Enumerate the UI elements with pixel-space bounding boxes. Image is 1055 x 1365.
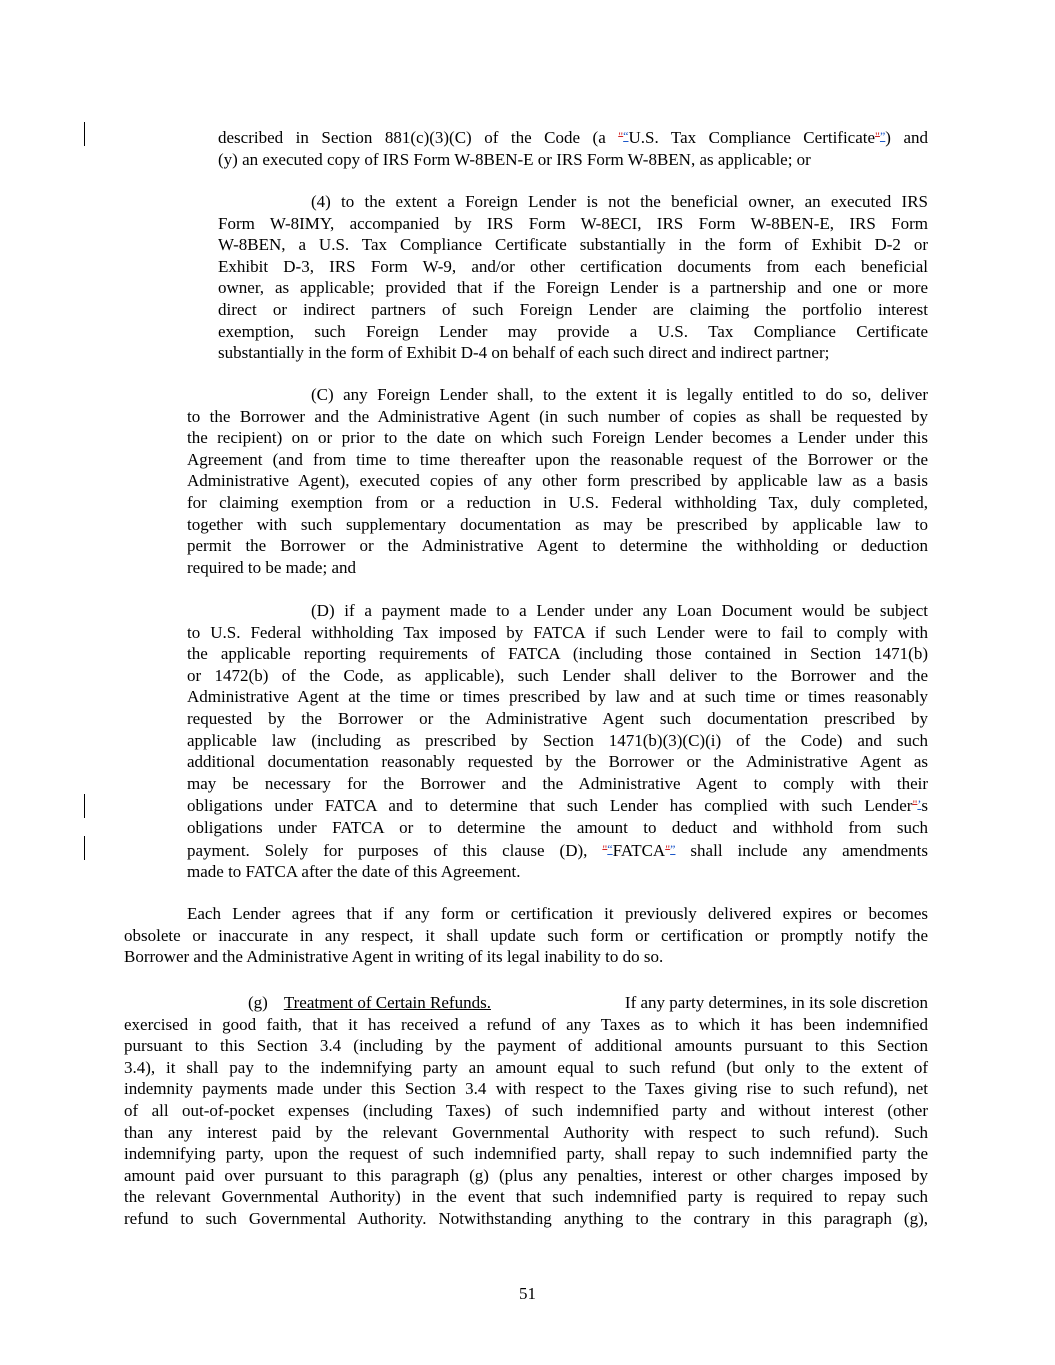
text-line: Agreement (and from time to time thereafter upon the reasonable request of the Borrower or the xyxy=(187,449,928,469)
change-bar xyxy=(84,794,85,818)
change-bar xyxy=(84,122,85,146)
text-line: indemnity payments made under this Section 3.4 with respect to the Taxes giving rise to such refund), net xyxy=(124,1079,928,1099)
text-line: direct or indirect partners of such Foreign Lender are claiming the portfolio interest xyxy=(218,299,928,319)
paragraph-g-refunds xyxy=(124,992,928,1230)
page-number: 51 xyxy=(519,1284,536,1303)
paragraph-4-beneficial-owner xyxy=(218,191,928,364)
text-line: obligations under FATCA or to determine the amount to deduct and withhold from such xyxy=(187,817,928,837)
text-line: the recipient) on or prior to the date on which such Foreign Lender becomes a Lender under this xyxy=(187,428,928,448)
clause-label: (g) xyxy=(248,993,268,1012)
text-line: than any interest paid by the relevant Governmental Authority with respect to such refund). Such xyxy=(124,1122,928,1142)
text-line: or 1472(b) of the Code, as applicable), such Lender shall deliver to the Borrower and the xyxy=(187,665,928,685)
text-line: (4) to the extent a Foreign Lender is not the beneficial owner, an executed IRS xyxy=(311,192,928,211)
text-line: for claiming exemption from or a reduction in U.S. Federal withholding Tax, duly completed, xyxy=(187,492,928,512)
text-line: obsolete or inaccurate in any respect, it shall update such form or certification or promptly notify the xyxy=(124,925,928,945)
text-line: owner, as applicable; provided that if the Foreign Lender is a partnership and one or more xyxy=(218,278,928,298)
text-line: exemption, such Foreign Lender may provide a U.S. Tax Compliance Certificate xyxy=(218,321,928,341)
text-line: Exhibit D-3, IRS Form W-9, and/or other certification documents from each beneficial xyxy=(218,256,928,276)
text-line: obligations under FATCA and to determine that such Lender has complied with such Lender"’s xyxy=(187,796,928,816)
text-line: exercised in good faith, that it has received a refund of any Taxes as to which it has been indemnified xyxy=(124,1014,928,1034)
text-line: pursuant to this Section 3.4 (including by the payment of additional amounts pursuant to this Section xyxy=(124,1036,928,1056)
text-line: Borrower and the Administrative Agent in writing of its legal inability to do so. xyxy=(124,947,664,967)
text-line: indemnifying party, upon the request of such indemnified party, shall repay to such indemnified party the xyxy=(124,1144,928,1164)
text-line: W-8BEN, a U.S. Tax Compliance Certificate substantially in the form of Exhibit D-2 or xyxy=(218,235,928,255)
text-line: applicable law (including as prescribed by Section 1471(b)(3)(C)(i) of the Code) and such xyxy=(187,730,928,750)
text-line: the relevant Governmental Authority) in the event that such indemnified party is required to repay such xyxy=(124,1187,928,1207)
text-line: amount paid over pursuant to this paragraph (g) (plus any penalties, interest or other charges imposed by xyxy=(124,1165,928,1185)
text-line: made to FATCA after the date of this Agreement. xyxy=(187,862,521,882)
text-line: Form W-8IMY, accompanied by IRS Form W-8ECI, IRS Form W-8BEN-E, IRS Form xyxy=(218,213,928,233)
text-line: refund to such Governmental Authority. Notwithstanding anything to the contrary in this paragraph (g), xyxy=(124,1208,928,1228)
text-line: Each Lender agrees that if any form or certification it previously delivered expires or becomes xyxy=(187,904,928,923)
text-line: (g) Treatment of Certain Refunds. If any party determines, in its sole discretion xyxy=(248,993,928,1012)
paragraph-y-form xyxy=(218,126,928,170)
text-line: (y) an executed copy of IRS Form W-8BEN-E or IRS Form W-8BEN, as applicable; or xyxy=(218,149,811,169)
text-line: of all out-of-pocket expenses (including Taxes) of such indemnified party and without interest (other xyxy=(124,1100,928,1120)
text-line: required to be made; and xyxy=(187,557,356,577)
text-line: the applicable reporting requirements of FATCA (including those contained in Section 1471(b) xyxy=(187,644,928,664)
text-line: Administrative Agent), executed copies of any other form prescribed by applicable law as a basis xyxy=(187,471,928,491)
text-line: 3.4), it shall pay to the indemnifying party an amount equal to such refund (but only to the extent of xyxy=(124,1057,928,1077)
text-line: requested by the Borrower or the Administrative Agent such documentation prescribed by xyxy=(187,708,928,728)
text-line: to the Borrower and the Administrative Agent (in such number of copies as shall be requested by xyxy=(187,406,928,426)
text-line: substantially in the form of Exhibit D-4 on behalf of each such direct and indirect partner; xyxy=(218,343,830,363)
text-line: (C) any Foreign Lender shall, to the extent it is legally entitled to do so, deliver xyxy=(311,385,928,404)
paragraph-each-lender xyxy=(124,903,928,968)
change-bar xyxy=(84,836,85,860)
text-line: may be necessary for the Borrower and the Administrative Agent to comply with their xyxy=(187,773,928,793)
text-line: payment. Solely for purposes of this clause (D), "“FATCA"” shall include any amendments xyxy=(187,840,928,860)
text-line: described in Section 881(c)(3)(C) of the Code (a "“U.S. Tax Compliance Certificate"”) and xyxy=(218,128,928,147)
text-line: additional documentation reasonably requested by the Borrower or the Administrative Agent as xyxy=(187,752,928,772)
paragraph-d-fatca xyxy=(187,600,928,883)
paragraph-c-foreign-lender xyxy=(187,384,928,578)
text-line: (D) if a payment made to a Lender under any Loan Document would be subject xyxy=(311,601,928,620)
text-line: permit the Borrower or the Administrative Agent to determine the withholding or deduction xyxy=(187,536,928,556)
text-line: Administrative Agent at the time or times prescribed by law and at such time or times reasonably xyxy=(187,687,928,707)
text-line: together with such supplementary documentation as may be prescribed by applicable law to xyxy=(187,514,928,534)
text-line: to U.S. Federal withholding Tax imposed by FATCA if such Lender were to fail to comply with xyxy=(187,622,928,642)
clause-heading: Treatment of Certain Refunds. xyxy=(283,993,491,1012)
